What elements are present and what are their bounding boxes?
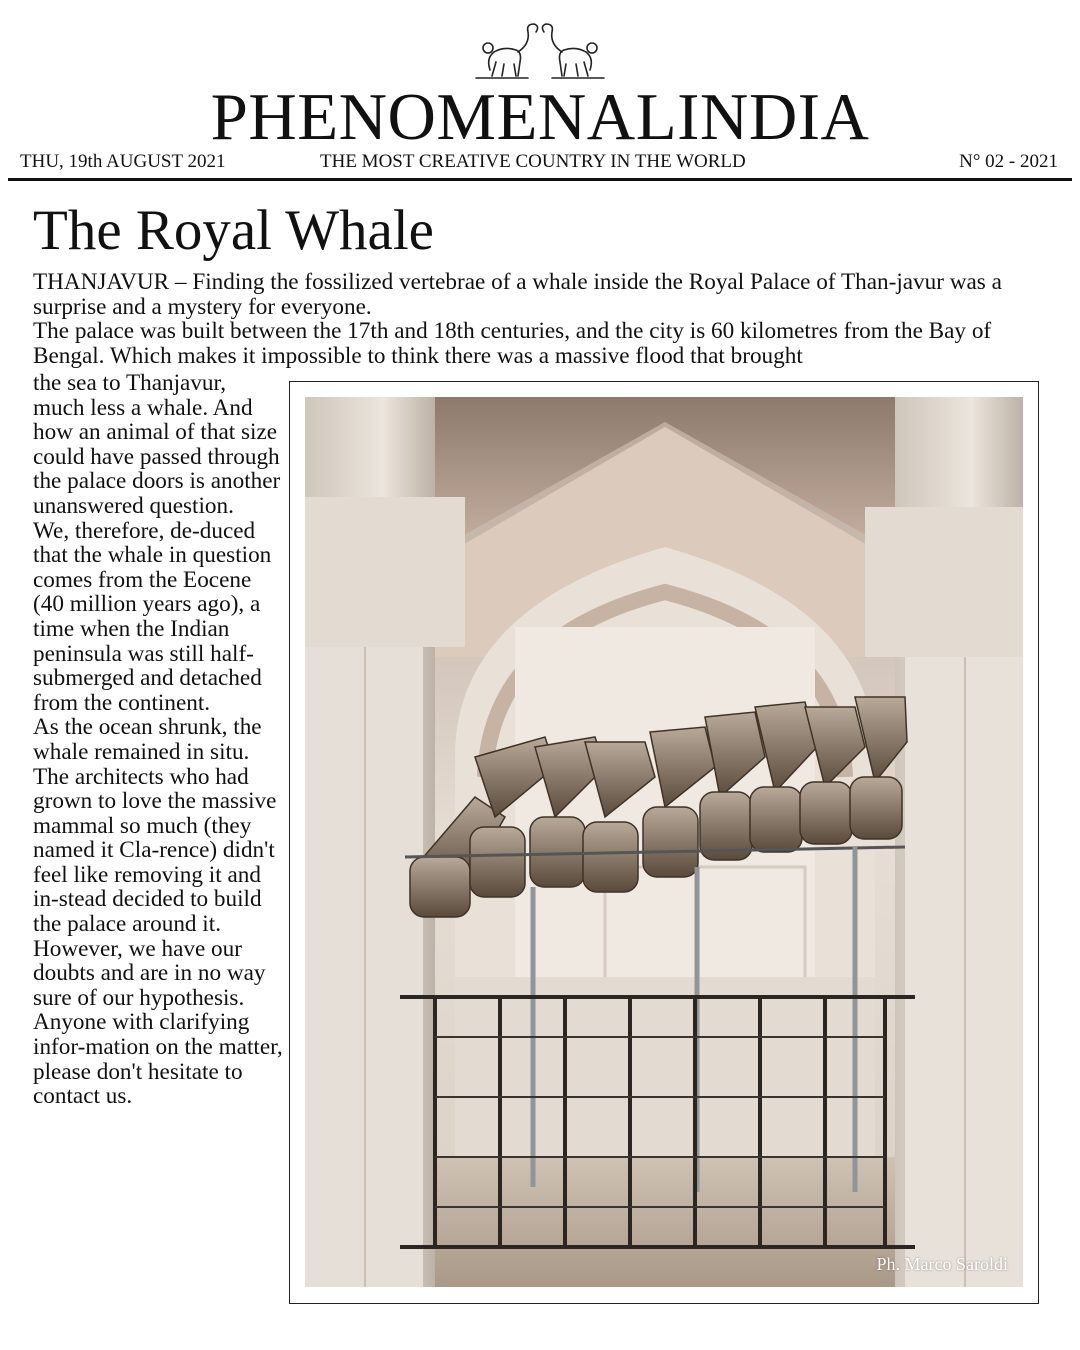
lead-paragraph: THANJAVUR – Finding the fossilized vertebrae of a whale inside the Royal Palace of Than-javur was a surprise and a mystery for everyone. bbox=[33, 269, 1002, 320]
article-column bbox=[33, 371, 283, 1109]
masthead-divider bbox=[8, 178, 1072, 181]
column-paragraph: As the ocean shrunk, the whale remained in situ. The architects who had grown to love the massive mammal so much (they named it Cla-rence) didn't feel like removing it and in-stead decided to build the palace around it. However, we have our doubts and are in no way sure of our hypothesis. Anyone with clarifying infor-mation on the matter, please don't hesitate to contact us. bbox=[33, 714, 283, 1110]
masthead-tagline: THE MOST CREATIVE COUNTRY IN THE WORLD bbox=[320, 151, 746, 172]
whale-vertebrae-photo bbox=[305, 397, 1023, 1287]
column-paragraph: We, therefore, de-duced that the whale in question comes from the Eocene (40 million years ago), a time when the Indian peninsula was still half-submerged and detached from the continent. bbox=[33, 517, 272, 716]
column-paragraph: the sea to Thanjavur, much less a whale. And how an animal of that size could have passed through the palace doors is another unanswered question. bbox=[33, 370, 281, 519]
masthead-title: PHENOMENALINDIA bbox=[210, 80, 870, 154]
twin-monkeys-logo-icon bbox=[470, 18, 610, 84]
photo-frame bbox=[289, 381, 1039, 1304]
issue-date: THU, 19th AUGUST 2021 bbox=[20, 151, 226, 172]
article-lead bbox=[33, 270, 1063, 368]
lead-paragraph: The palace was built between the 17th and 18th centuries, and the city is 60 kilometres from the Bay of Bengal. Which makes it impossible to think there was a massive flood that brought bbox=[33, 318, 992, 369]
article-headline: The Royal Whale bbox=[33, 199, 434, 262]
issue-number: N° 02 - 2021 bbox=[959, 151, 1058, 172]
photo-caption: Ph. Marco Saroldi bbox=[876, 1254, 1008, 1274]
